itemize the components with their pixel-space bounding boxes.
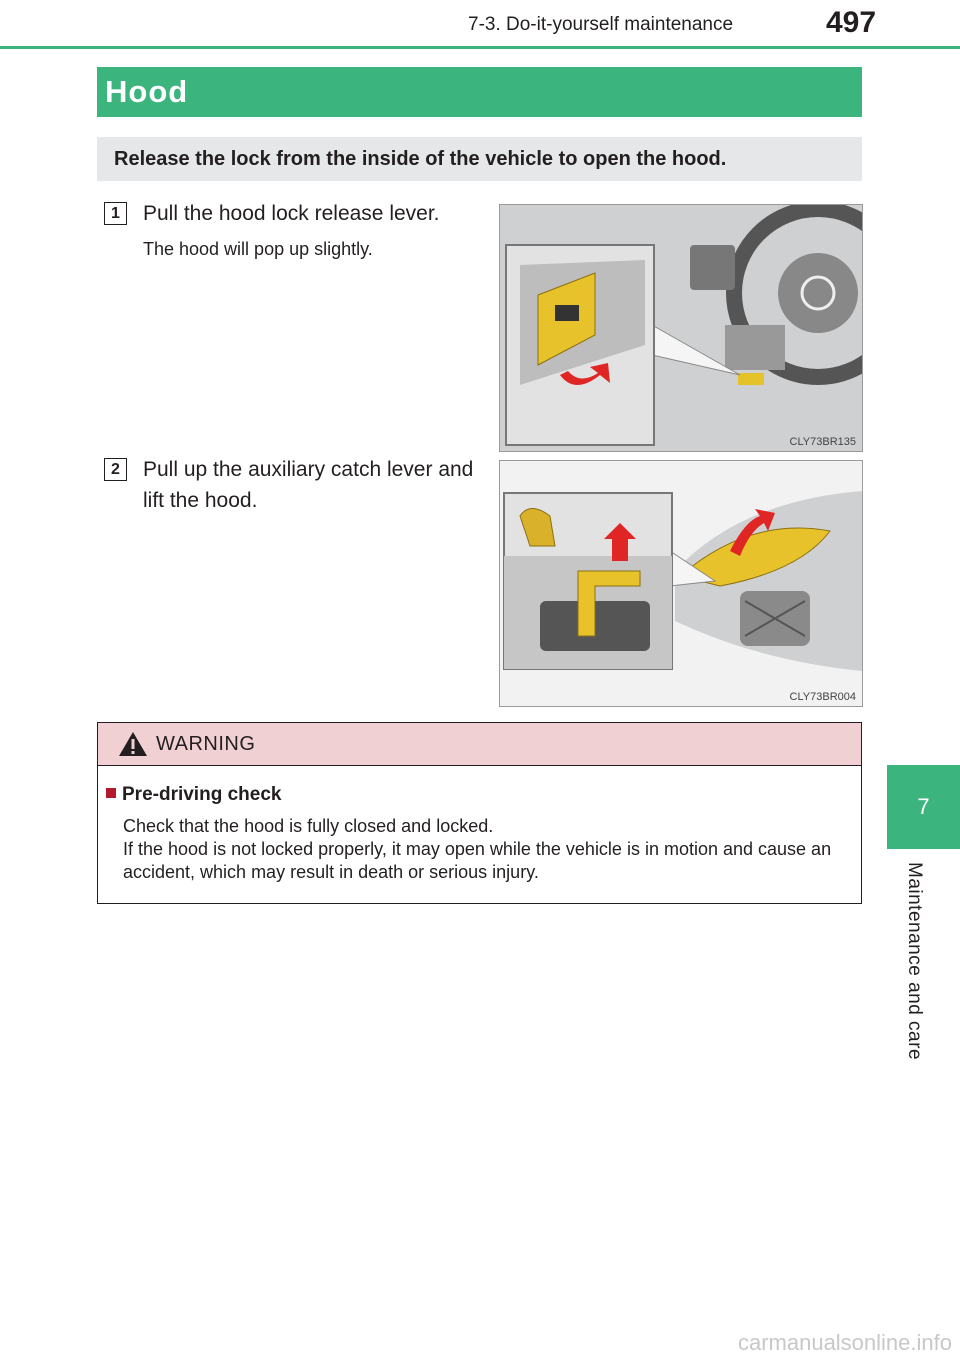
step-2-number: 2	[104, 458, 127, 481]
figure-1-code: CLY73BR135	[789, 436, 856, 448]
warning-box	[97, 722, 862, 904]
warning-header	[98, 723, 861, 766]
figure-2-code: CLY73BR004	[789, 691, 856, 703]
step-1-number: 1	[104, 202, 127, 225]
warning-bullet-icon	[106, 788, 116, 798]
chapter-label: Maintenance and care	[904, 862, 925, 1061]
figure-auxiliary-catch-lever	[499, 460, 863, 707]
step-1-note: The hood will pop up slightly.	[143, 239, 373, 259]
header-rule	[0, 46, 960, 49]
warning-subheading	[106, 784, 281, 806]
warning-subheading-text: Pre-driving check	[122, 784, 282, 805]
warning-line-1: Check that the hood is fully closed and locked.	[123, 816, 494, 836]
page-number: 497	[826, 6, 877, 39]
intro-text: Release the lock from the inside of the vehicle to open the hood.	[97, 137, 862, 181]
chapter-tab	[887, 765, 960, 849]
running-header-section: 7-3. Do-it-yourself maintenance	[468, 14, 734, 35]
warning-body	[123, 815, 853, 884]
warning-heading: WARNING	[156, 732, 256, 755]
warning-triangle-icon	[118, 731, 148, 757]
chapter-number: 7	[917, 794, 930, 819]
watermark: carmanualsonline.info	[737, 1330, 952, 1355]
step-1-text: Pull the hood lock release lever.	[143, 202, 440, 225]
section-title: Hood	[97, 67, 862, 117]
figure-hood-release-lever	[499, 204, 863, 452]
step-2-text-line2: lift the hood.	[143, 489, 258, 512]
step-2-text-line1: Pull up the auxiliary catch lever and	[143, 458, 474, 481]
warning-line-2: If the hood is not locked properly, it may open while the vehicle is in motion and cause an accident, which may result in death or serious injury.	[123, 839, 832, 882]
